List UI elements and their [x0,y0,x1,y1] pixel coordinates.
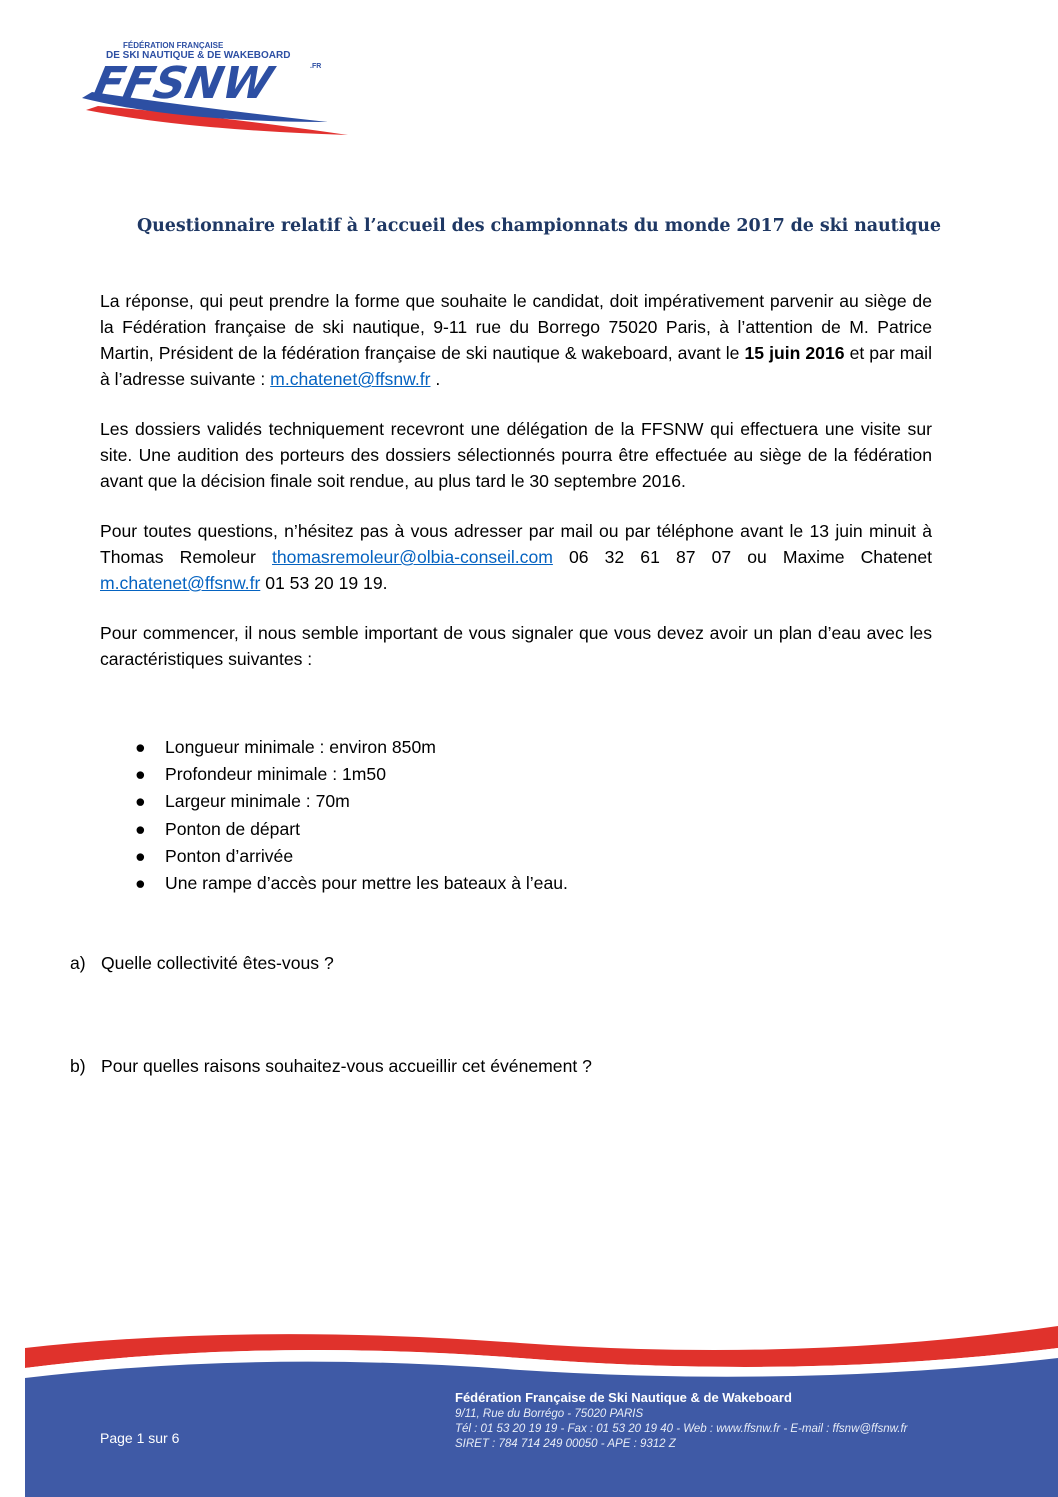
bullet-icon: ● [135,764,146,785]
question-text: Quelle collectivité êtes-vous ? [101,953,334,973]
footer-address: 9/11, Rue du Borrégo - 75020 PARIS [455,1408,644,1420]
footer-contact: Tél : 01 53 20 19 19 - Fax : 01 53 20 19 40 - Web : www.ffsnw.fr - E-mail : ffsnw@ffsnw.fr [455,1423,908,1435]
bullet-icon: ● [135,818,146,839]
logo-acronym: FFSNW [88,58,277,109]
list-item: ● Une rampe d’accès pour mettre les bateaux à l’eau. [135,870,568,897]
bullet-icon: ● [135,737,146,757]
ffsnw-logo [78,38,358,138]
bullet-icon: ● [135,791,146,812]
footer-contact-block [455,1390,908,1452]
email-link-chatenet-2[interactable]: m.chatenet@ffsnw.fr [100,573,261,593]
bullet-icon: ● [135,845,146,866]
email-link-remoleur[interactable]: thomasremoleur@olbia-conseil.com [272,547,553,567]
intro-paragraph-4: Pour commencer, il nous semble important de vous signaler que vous devez avoir un plan d’eau avec les caractéristiques suivantes : [100,623,932,669]
requirements-list [135,734,568,897]
intro-paragraph-2: Les dossiers validés techniquement recevront une délégation de la FFSNW qui effectuera une visite sur site. Une audition des porteurs des dossiers sélectionnés pourra être effectuée au siège de la fédération avant que la décision finale soit rendue, au plus tard le 30 septembre 2016. [100,419,932,491]
page-number: Page 1 sur 6 [100,1430,180,1446]
logo-tld: .FR [310,63,322,70]
list-item: ● Profondeur minimale : 1m50 [135,761,568,788]
list-item: ● Longueur minimale : environ 850m [135,734,568,761]
list-item: ● Ponton de départ [135,816,568,843]
footer-org-name: Fédération Française de Ski Nautique & de Wakeboard [455,1390,792,1405]
question-label: b) [70,1056,86,1076]
document-title: Questionnaire relatif à l’accueil des championnats du monde 2017 de ski nautique [137,216,941,236]
email-link-chatenet[interactable]: m.chatenet@ffsnw.fr [270,369,431,389]
document-body [100,288,932,696]
footer-siret: SIRET : 784 714 249 00050 - APE : 9312 Z [455,1438,676,1450]
intro-paragraph-1: La réponse, qui peut prendre la forme que souhaite le candidat, doit impérativement parvenir au siège de la Fédération française de ski nautique, 9-11 rue du Borrego 75020 Paris, à l’attention de M. Patrice Martin, Président de la fédération française de ski nautique & wakeboard, avant le 15 juin 2016 et par mail à l’adresse suivante : m.chatenet@ffsnw.fr . [100,291,932,389]
logo-federation-line2: DE SKI NAUTIQUE & DE WAKEBOARD [106,50,291,61]
list-item: ● Largeur minimale : 70m [135,788,568,815]
deadline-date: 15 juin 2016 [744,343,845,363]
bullet-icon: ● [135,873,146,894]
question-b [70,1053,592,1079]
question-a [70,950,334,976]
intro-paragraph-3: Pour toutes questions, n’hésitez pas à vous adresser par mail ou par téléphone avant le 13 juin minuit à Thomas Remoleur thomasremoleur@olbia-conseil.com 06 32 61 87 07 ou Maxime Chatenet m.chatenet@ffsnw.fr 01 53 20 19 19. [100,521,932,593]
list-item: ● Ponton d’arrivée [135,843,568,870]
question-text: Pour quelles raisons souhaitez-vous accueillir cet événement ? [101,1056,592,1076]
logo-federation-line1: FÉDÉRATION FRANÇAISE [123,41,224,50]
question-label: a) [70,953,86,973]
